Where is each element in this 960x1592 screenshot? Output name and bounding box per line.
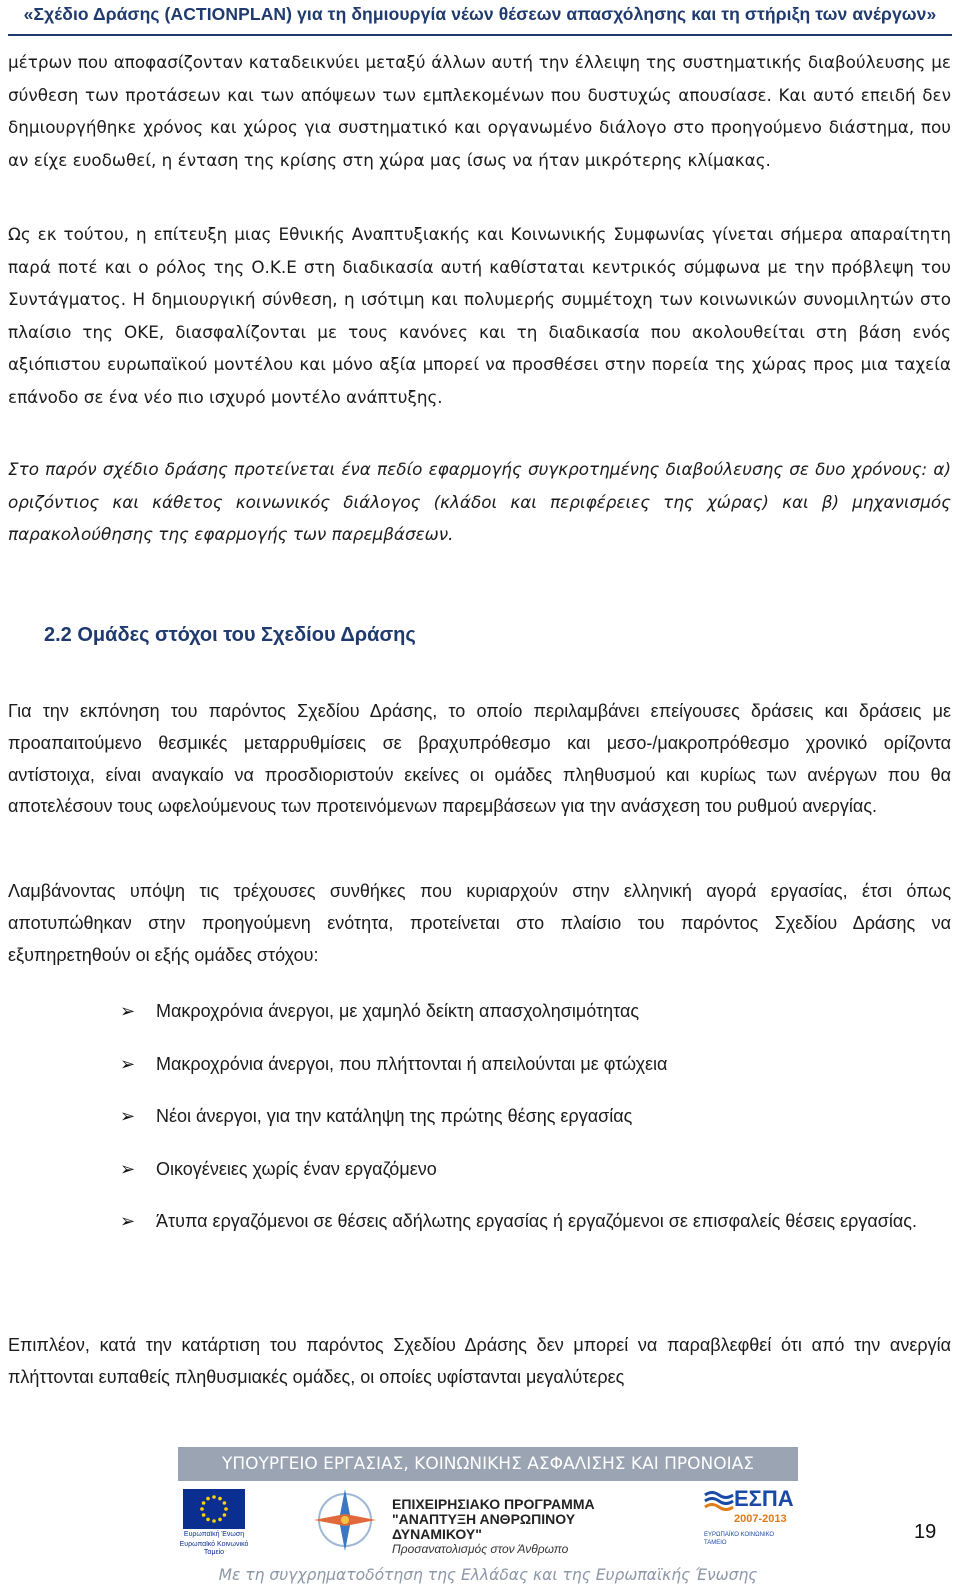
list-item: ➢ Μακροχρόνια άνεργοι, που πλήττονται ή απειλούνται με φτώχεια [120,1048,951,1080]
paragraph-plan-intro: Για την εκπόνηση του παρόντος Σχεδίου Δράσης, το οποίο περιλαμβάνει επείγουσες δράσεις και δράσεις με προαπαιτούμενο θεσμικές μεταρρυθμίσεις σε βραχυπρόθεσμο και μεσο-/μακροπρόθεσμο χρονικό ορίζοντα αντίστοιχα, είναι αναγκαίο να προσδιοριστούν εκείνες οι ομάδες πληθυσμού και κυρίως των ανέργων που θα αποτελέσουν τους ωφελούμενους των προτεινόμενων παρεμβάσεων για την ανάσχεση του ρυθμού ανεργίας. [8,701,951,817]
arrow-bullet-icon: ➢ [120,1158,136,1179]
arrow-bullet-icon: ➢ [120,1001,136,1021]
espa-title: ΕΣΠΑ [734,1486,794,1511]
header-divider [8,34,952,36]
paragraph-target-groups-intro: Λαμβάνοντας υπόψη τις τρέχουσες συνθήκες που κυριαρχούν στην ελληνική αγορά εργασίας, έτσι όπως αποτυπώθηκαν στην προηγούμενη ενότητα, προτείνεται στο πλαίσιο του παρόντος Σχεδίου Δράσης να εξυπηρετηθούν οι εξής ομάδες στόχου: [8,881,951,965]
paragraph-action-plan-scope: Στο παρόν σχέδιο δράσης προτείνεται ένα πεδίο εφαρμογής συγκροτημένης διαβούλευσης σε δυο χρόνους: α) οριζόντιος και κάθετος κοινωνικός διάλογος (κλάδοι και περιφέρειες της χώρας) και β) μηχανισμός παρακολούθησης της εφαρμογής των παρεμβάσεων. [8,459,951,545]
list-item: ➢ Νέοι άνεργοι, για την κατάληψη της πρώτης θέσης εργασίας [120,1100,951,1132]
program-slogan: Προσανατολισμός στον Άνθρωπο [392,1542,569,1556]
espa-waves-icon [704,1489,734,1511]
esf-caption: Ευρωπαϊκό Κοινωνικό Ταμείο [179,1541,249,1556]
paragraph-national-agreement: Ως εκ τούτου, η επίτευξη μιας Εθνικής Αναπτυξιακής και Κοινωνικής Συμφωνίας γίνεται σήμερα απαραίτητη παρά ποτέ και ο ρόλος της Ο.Κ.Ε στη διαδικασία αυτή καθίσταται κεντρικός σύμφωνα με την πρόβλεψη του Συντάγματος. Η δημιουργική σύνθεση, η ισότιμη και πολυμερής συμμέτοχη των κοινωνικών συνομιλητών στο πλαίσιο της ΟΚΕ, διασφαλίζονται με τους κανόνες και τη διαδικασία που ακολουθείται στη βάση ενός αξιόπιστου ευρωπαϊκού μοντέλου και μόνο αξία μπορεί να προσθέσει στην πορεία της χώρας προς μια ταχεία επάνοδο σε ένα νέο πιο ισχυρό μοντέλο ανάπτυξης. [8,224,951,407]
program-title-line1: ΕΠΙΧΕΙΡΗΣΙΑΚΟ ΠΡΟΓΡΑΜΜΑ [392,1496,595,1512]
list-item: ➢ Οικογένειες χωρίς έναν εργαζόμενο [120,1153,951,1185]
arrow-bullet-icon: ➢ [120,1211,136,1231]
eu-logo [178,1489,250,1555]
operational-program-logo [308,1485,648,1555]
cofinancing-note: Με τη συγχρηματοδότηση της Ελλάδας και της Ευρωπαϊκής Ένωσης [218,1566,758,1584]
target-groups-list [120,995,951,1258]
paragraph-vulnerable-groups: Επιπλέον, κατά την κατάρτιση του παρόντος Σχεδίου Δράσης δεν μπορεί να παραβλεφθεί ότι από την ανεργία πλήττονται ευπαθείς πληθυσμιακές ομάδες, οι οποίες υφίστανται μεγαλύτερες [8,1335,951,1387]
eu-caption: Ευρωπαϊκή Ένωση [183,1531,245,1538]
program-title-line2: "ΑΝΑΠΤΥΞΗ ΑΝΘΡΩΠΙΝΟΥ ΔΥΝΑΜΙΚΟΥ" [392,1511,576,1542]
section-heading-target-groups: 2.2 Ομάδες στόχοι του Σχεδίου Δράσης [44,624,416,646]
eu-flag-icon [183,1489,245,1529]
compass-emblem-icon [308,1485,382,1555]
espa-logo [704,1487,796,1553]
list-item: ➢ Άτυπα εργαζόμενοι σε θέσεις αδήλωτης εργασίας ή εργαζόμενοι σε επισφαλείς θέσεις εργασίας. [120,1205,951,1237]
page-number: 19 [914,1521,937,1543]
paragraph-consultation-gap: μέτρων που αποφασίζονταν καταδεικνύει μεταξύ άλλων αυτή την έλλειψη της συστηματικής διαβούλευσης με σύνθεση των προτάσεων και των απόψεων των εμπλεκομένων που δυστυχώς απουσίασε. Και αυτό επειδή δεν δημιουργήθηκε χρόνος και χώρος για συστηματικό και οργανωμένο διάλογο στο προηγούμενο διάστημα, που αν είχε ευοδωθεί, η ένταση της κρίσης στη χώρα μας ίσως να ήταν μικρότερης κλίμακας. [8,52,951,170]
footer-logos [178,1483,798,1561]
ministry-banner: ΥΠΟΥΡΓΕΙΟ ΕΡΓΑΣΙΑΣ, ΚΟΙΝΩΝΙΚΗΣ ΑΣΦΑΛΙΣΗΣ ΚΑΙ ΠΡΟΝΟΙΑΣ [178,1447,798,1481]
espa-years: 2007-2013 [734,1513,787,1525]
list-item: ➢ Μακροχρόνια άνεργοι, με χαμηλό δείκτη απασχολησιμότητας [120,995,951,1027]
document-header-title: «Σχέδιο Δράσης (ACTIONPLAN) για τη δημιουργία νέων θέσεων απασχόλησης και τη στήριξη των ανέργων» [23,4,937,24]
arrow-bullet-icon: ➢ [120,1053,136,1074]
espa-subtitle: ΕΥΡΩΠΑΪΚΟ ΚΟΙΝΩΝΙΚΟ ΤΑΜΕΙΟ [704,1532,775,1546]
arrow-bullet-icon: ➢ [120,1106,136,1126]
